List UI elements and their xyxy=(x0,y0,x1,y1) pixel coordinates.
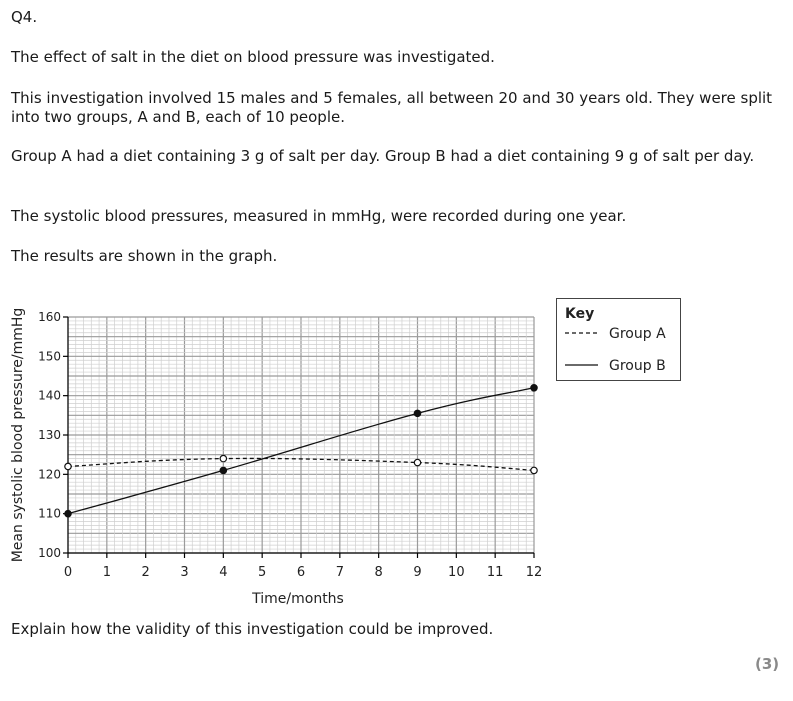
paragraph-results: The results are shown in the graph. xyxy=(11,247,278,265)
y-tick-label: 120 xyxy=(38,467,61,482)
paragraph-intro: The effect of salt in the diet on blood pressure was investigated. xyxy=(11,48,495,66)
x-axis-title: Time/months xyxy=(252,591,344,607)
x-tick-label: 6 xyxy=(296,565,306,580)
data-point xyxy=(65,510,71,516)
data-point xyxy=(414,459,420,465)
x-tick-label: 2 xyxy=(141,565,150,580)
data-point xyxy=(65,463,71,469)
x-tick-label: 11 xyxy=(486,565,504,580)
y-tick-label: 140 xyxy=(38,388,61,403)
paragraph-participants: This investigation involved 15 males and 5 females, all between 20 and 30 years old. They were split into two groups, A and B, each of 10 people. xyxy=(11,89,773,126)
y-tick-label: 150 xyxy=(38,349,61,364)
data-point xyxy=(220,455,226,461)
legend-title: Key xyxy=(565,306,595,322)
x-tick-label: 9 xyxy=(413,565,422,580)
y-tick-label: 110 xyxy=(38,506,61,521)
data-point xyxy=(531,467,537,473)
x-tick-label: 1 xyxy=(102,565,111,580)
x-tick-label: 8 xyxy=(374,565,383,580)
legend-label: Group B xyxy=(609,358,666,374)
chart-grid xyxy=(68,317,534,553)
x-tick-label: 3 xyxy=(180,565,189,580)
data-point xyxy=(531,385,537,391)
y-axis-title: Mean systolic blood pressure/mmHg xyxy=(10,307,26,563)
x-tick-label: 7 xyxy=(335,565,344,580)
x-tick-label: 4 xyxy=(219,565,228,580)
y-tick-label: 130 xyxy=(38,428,61,442)
chart-legend xyxy=(557,299,681,381)
data-point xyxy=(220,467,226,473)
x-tick-label: 5 xyxy=(258,565,267,580)
data-point xyxy=(414,410,420,416)
y-tick-label: 160 xyxy=(38,310,61,324)
question-prompt: Explain how the validity of this investigation could be improved. xyxy=(11,620,494,638)
y-tick-label: 100 xyxy=(38,546,61,560)
paragraph-measurement: The systolic blood pressures, measured in mmHg, were recorded during one year. xyxy=(11,207,627,225)
marks-label: (3) xyxy=(755,655,780,673)
x-tick-label: 10 xyxy=(448,565,465,580)
question-number: Q4. xyxy=(11,8,38,26)
x-tick-label: 0 xyxy=(63,565,73,580)
blood-pressure-chart xyxy=(0,290,793,610)
x-tick-label: 12 xyxy=(525,565,543,580)
paragraph-diets: Group A had a diet containing 3 g of salt per day. Group B had a diet containing 9 g of salt per day. xyxy=(11,147,755,165)
legend-label: Group A xyxy=(609,326,666,342)
